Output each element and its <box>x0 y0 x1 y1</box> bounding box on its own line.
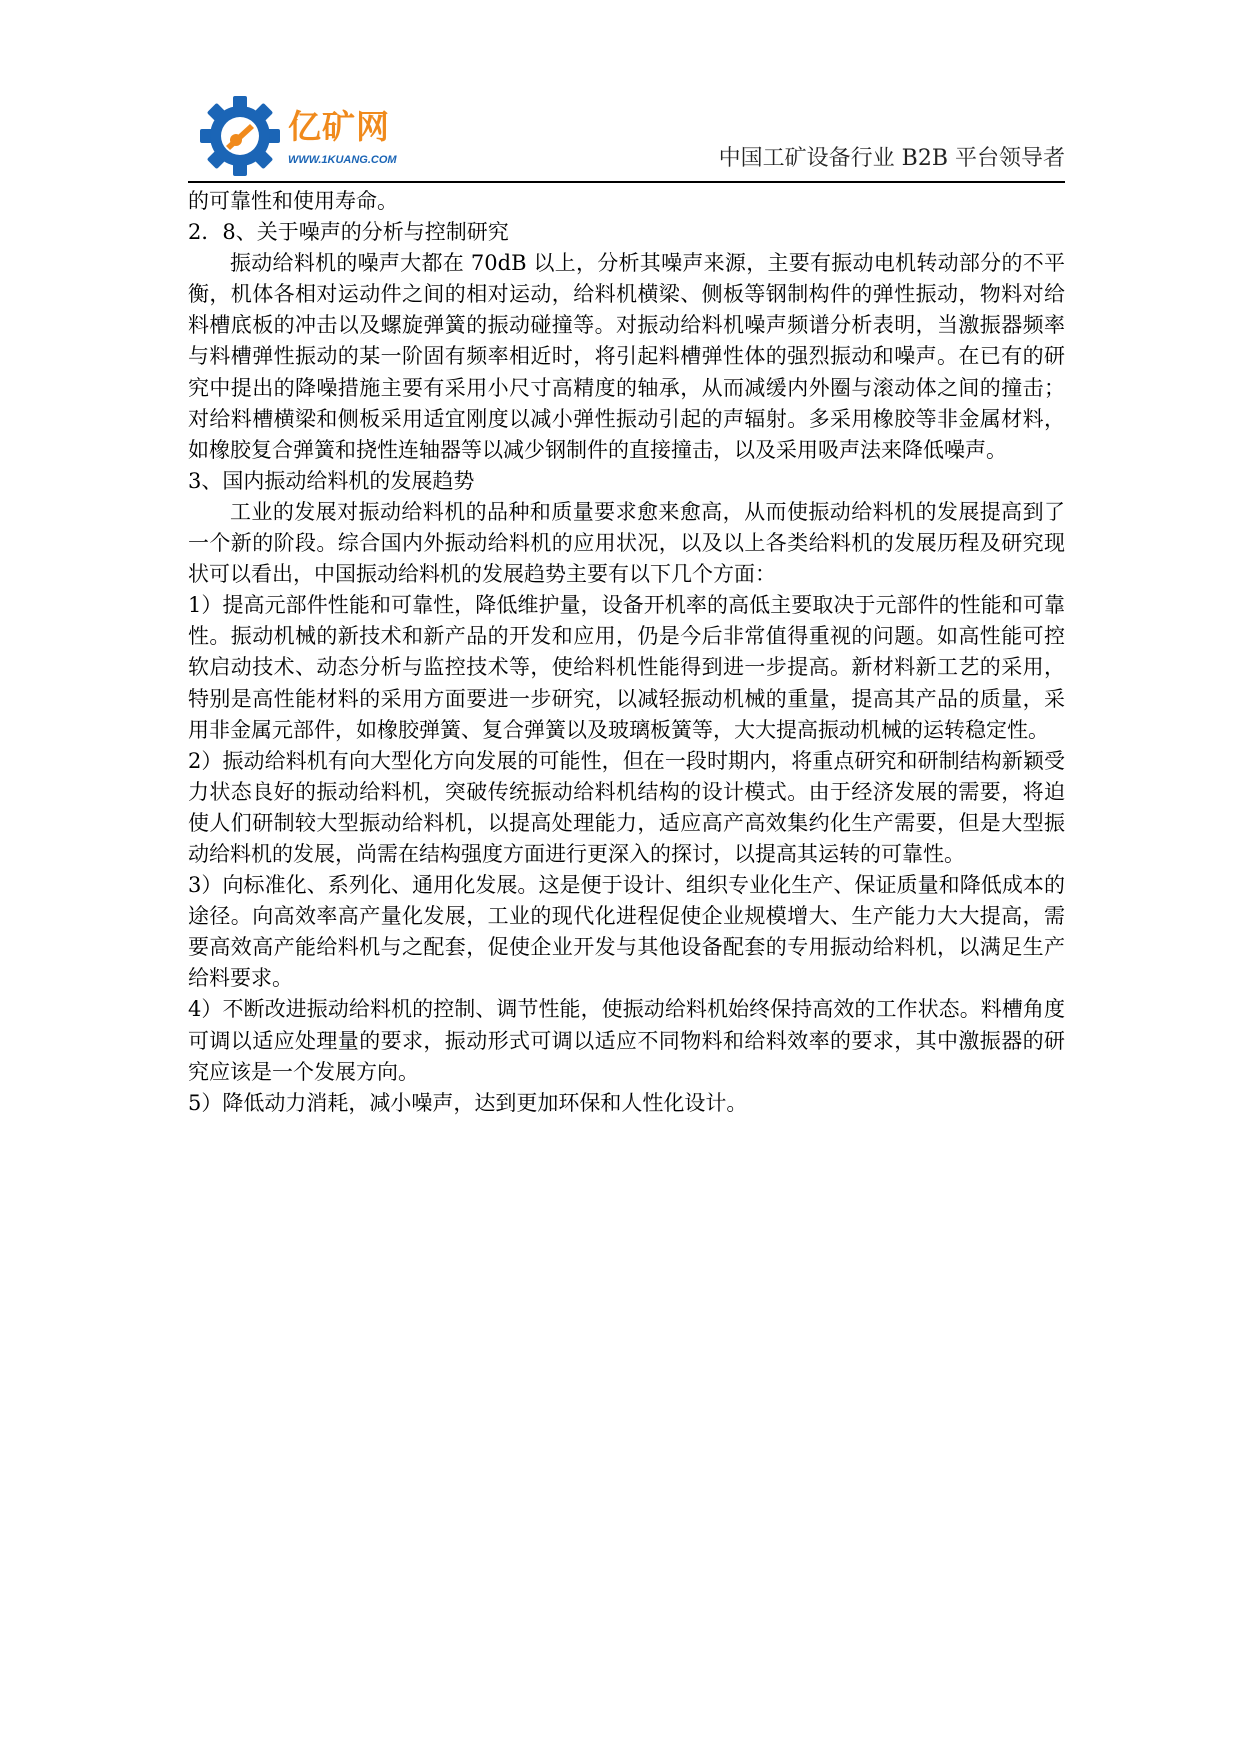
page-header <box>188 88 1065 183</box>
paragraph-continuation: 的可靠性和使用寿命。 <box>188 189 398 213</box>
header-divider <box>188 181 1065 183</box>
section-heading-3: 3、国内振动给料机的发展趋势 <box>188 468 475 493</box>
header-slogan: 中国工矿设备行业 B2B 平台领导者 <box>718 146 1065 171</box>
gear-icon <box>198 94 282 178</box>
document-body <box>188 186 1065 1119</box>
logo-title: 亿矿网 <box>288 107 390 146</box>
list-item-3: 3）向标准化、系列化、通用化发展。这是便于设计、组织专业化生产、保证质量和降低成本的途径。向高效率高产量化发展，工业的现代化进程促使企业规模增大、生产能力大大提高，需要高效高产能给料机与之配套，促使企业开发与其他设备配套的专用振动给料机，以满足生产给料要求。 <box>188 873 1065 991</box>
company-logo <box>188 94 448 180</box>
logo-url: WWW.1KUANG.COM <box>288 154 397 166</box>
paragraph-noise-analysis: 振动给料机的噪声大都在 70dB 以上，分析其噪声来源，主要有振动电机转动部分的不平衡，机体各相对运动件之间的相对运动，给料机横梁、侧板等钢制构件的弹性振动，物料对给料槽底板的冲击以及螺旋弹簧的振动碰撞等。对振动给料机噪声频谱分析表明，当激振器频率与料槽弹性振动的某一阶固有频率相近时，将引起料槽弹性体的强烈振动和噪声。在已有的研究中提出的降噪措施主要有采用小尺寸高精度的轴承，从而减缓内外圈与滚动体之间的撞击；对给料槽横梁和侧板采用适宜刚度以减小弹性振动引起的声辐射。多采用橡胶等非金属材料，如橡胶复合弹簧和挠性连轴器等以减少钢制件的直接撞击，以及采用吸声法来降低噪声。 <box>188 251 1065 462</box>
paragraph-trends-intro: 工业的发展对振动给料机的品种和质量要求愈来愈高，从而使振动给料机的发展提高到了一个新的阶段。综合国内外振动给料机的应用状况，以及以上各类给料机的发展历程及研究现状可以看出，中国振动给料机的发展趋势主要有以下几个方面： <box>188 499 1065 587</box>
list-item-1: 1）提高元部件性能和可靠性，降低维护量，设备开机率的高低主要取决于元部件的性能和可靠性。振动机械的新技术和新产品的开发和应用，仍是今后非常值得重视的问题。如高性能可控软启动技术、动态分析与监控技术等，使给料机性能得到进一步提高。新材料新工艺的采用，特别是高性能材料的采用方面要进一步研究，以减轻振动机械的重量，提高其产品的质量，采用非金属元部件，如橡胶弹簧、复合弹簧以及玻璃板簧等，大大提高振动机械的运转稳定性。 <box>188 593 1065 742</box>
list-item-4: 4）不断改进振动给料机的控制、调节性能，使振动给料机始终保持高效的工作状态。料槽角度可调以适应处理量的要求，振动形式可调以适应不同物料和给料效率的要求，其中激振器的研究应该是一个发展方向。 <box>188 997 1065 1084</box>
list-item-2: 2）振动给料机有向大型化方向发展的可能性，但在一段时期内，将重点研究和研制结构新颖受力状态良好的振动给料机，突破传统振动给料机结构的设计模式。由于经济发展的需要，将迫使人们研制较大型振动给料机，以提高处理能力，适应高产高效集约化生产需要，但是大型振动给料机的发展，尚需在结构强度方面进行更深入的探讨，以提高其运转的可靠性。 <box>188 748 1065 866</box>
section-heading-2-8: 2．8、关于噪声的分析与控制研究 <box>188 220 509 245</box>
list-item-5: 5）降低动力消耗，减小噪声，达到更加环保和人性化设计。 <box>188 1090 748 1115</box>
